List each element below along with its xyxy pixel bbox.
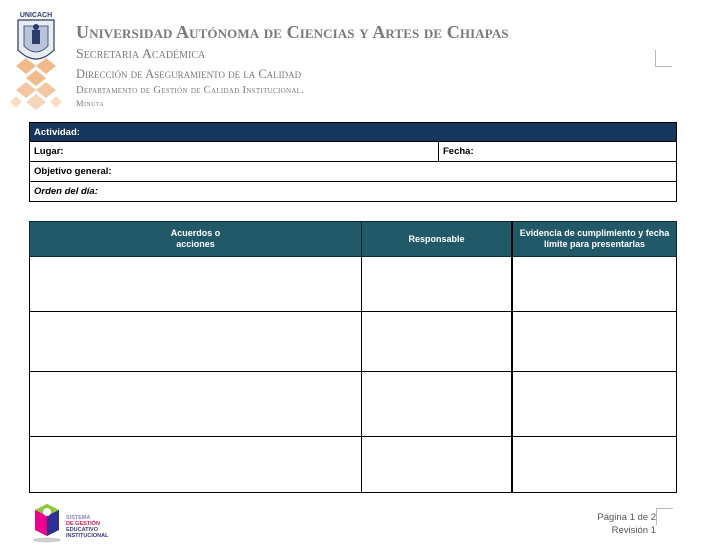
unicach-logo — [10, 8, 62, 120]
page-info — [597, 511, 656, 537]
table-cell[interactable] — [512, 372, 677, 437]
table-row — [30, 312, 677, 372]
page-corner-mark-bottom — [656, 508, 673, 525]
table-cell[interactable] — [30, 312, 362, 372]
actividad-field[interactable]: Actividad: — [30, 123, 677, 142]
table-cell[interactable] — [30, 257, 362, 312]
document-header — [76, 22, 509, 108]
table-row — [30, 257, 677, 312]
page-number: Página 1 de 2 — [597, 512, 656, 523]
table-cell[interactable] — [362, 312, 513, 372]
col-acuerdos-header: Acuerdos o acciones — [30, 222, 362, 257]
table-row — [30, 372, 677, 437]
table-cell[interactable] — [30, 372, 362, 437]
acuerdos-table — [29, 221, 677, 493]
revision-number: Revisión 1 — [611, 525, 656, 536]
col-evidencia-header: Evidencia de cumplimiento y fecha límite para presentarlas — [512, 222, 677, 257]
actividad-row — [30, 123, 677, 142]
table-cell[interactable] — [512, 312, 677, 372]
table-cell[interactable] — [30, 437, 362, 493]
departamento-name: Departamento de Gestión de Calidad Institucional. — [76, 85, 305, 96]
secretaria-name: Secretaria Académica — [76, 47, 206, 62]
table-cell[interactable] — [512, 437, 677, 493]
orden-field[interactable]: Orden del día: — [30, 182, 677, 202]
col-responsable-header: Responsable — [362, 222, 513, 257]
table-cell[interactable] — [362, 257, 513, 312]
objetivo-field[interactable]: Objetivo general: — [30, 162, 677, 182]
table-row — [30, 437, 677, 493]
info-table — [29, 122, 677, 202]
sgei-label: SISTEMA DE GESTIÓN EDUCATIVO INSTITUCIONAL — [66, 515, 109, 539]
lugar-fecha-row — [30, 142, 677, 162]
lugar-field[interactable]: Lugar: — [30, 142, 439, 162]
table-cell[interactable] — [362, 372, 513, 437]
orden-row — [30, 182, 677, 202]
direccion-name: Dirección de Aseguramiento de la Calidad — [76, 67, 302, 81]
objetivo-row — [30, 162, 677, 182]
university-name: Universidad Autónoma de Ciencias y Artes de Chiapas — [76, 22, 509, 42]
logo-text: UNICACH — [19, 12, 53, 19]
document-type: Minuta — [76, 98, 105, 108]
table-header-row — [30, 222, 677, 257]
page-corner-mark — [655, 50, 672, 67]
table-cell[interactable] — [512, 257, 677, 312]
table-cell[interactable] — [362, 437, 513, 493]
fecha-field[interactable]: Fecha: — [439, 142, 677, 162]
